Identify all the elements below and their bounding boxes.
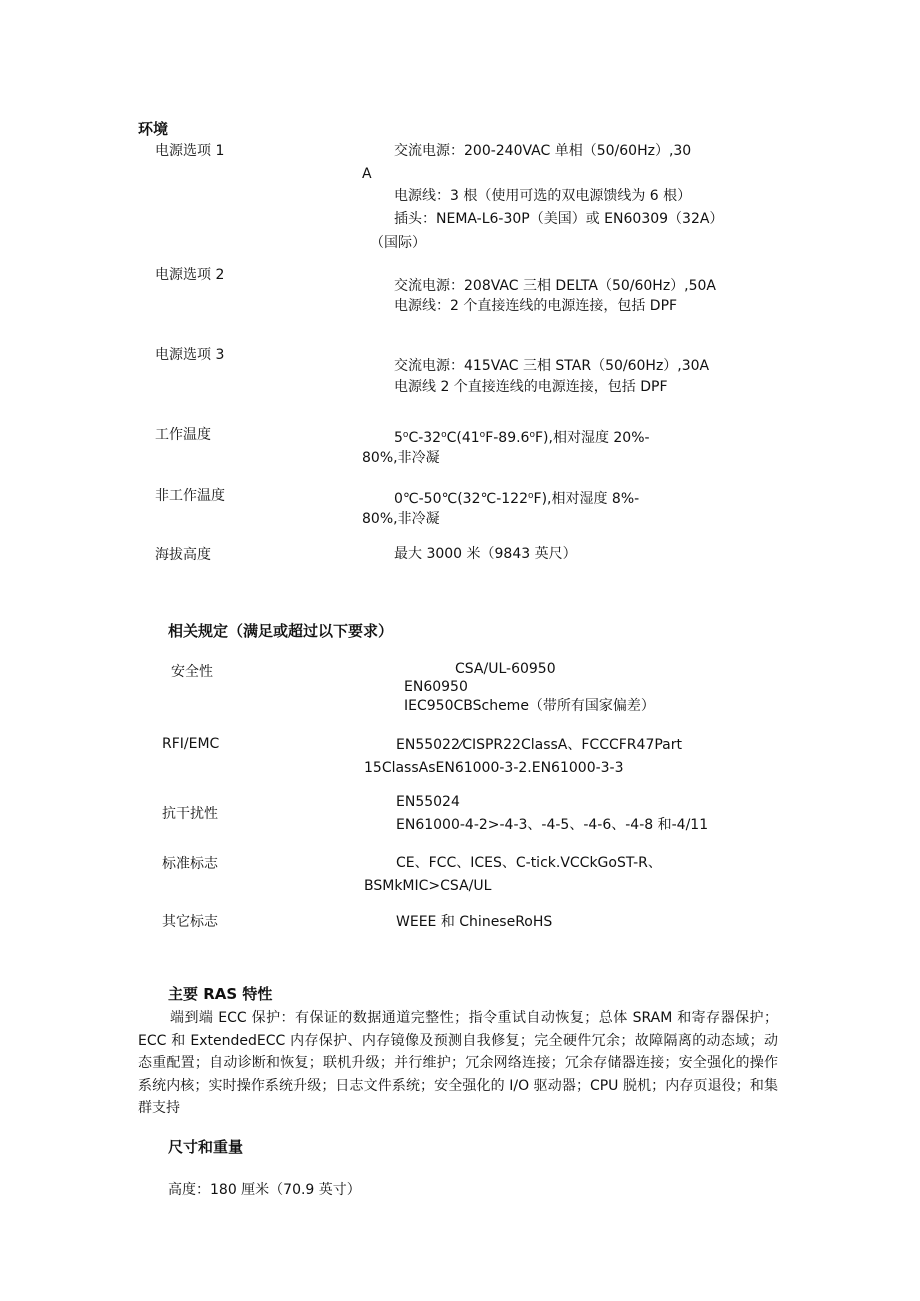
power-option-2-label: 电源选项 2 — [155, 267, 225, 283]
section-title-environment: 环境 — [138, 120, 169, 138]
safety-standard-3: IEC950CBScheme（带所有国家偏差） — [404, 698, 655, 714]
ras-features-paragraph: 端到端 ECC 保护：有保证的数据通道完整性；指令重试自动恢复；总体 SRAM 和寄存器保护；ECC 和 ExtendedECC 内存保护、内存镜像及预测自我修复；完全硬件冗余；故障隔离的动态域；动态重配置；自动诊断和恢复；联机升级；并行维护；冗余网络连接；冗余存储器连接；安全强化的操作系统内核；实时操作系统升级；日志文件系统；安全强化的 I/O 驱动器；CPU 脱机；内存页退役；和集群支持 — [138, 1010, 778, 1116]
power-option-2-cord: 电源线：2 个直接连线的电源连接，包括 DPF — [394, 298, 678, 314]
safety-label: 安全性 — [171, 664, 213, 680]
section-title-ras: 主要 RAS 特性 — [168, 985, 273, 1003]
nonoperating-temp-label: 非工作温度 — [155, 488, 225, 504]
nonoperating-temp-value: 0℃-50℃(32℃-122$^o$F),相对湿度 8%- — [394, 491, 640, 507]
operating-temp-value-cont: 80%,非冷凝 — [362, 450, 440, 466]
power-option-3-cord: 电源线 2 个直接连线的电源连接，包括 DPF — [394, 379, 668, 395]
rfi-emc-value-cont: 15ClassAsEN61000-3-2.EN61000-3-3 — [364, 760, 624, 776]
power-option-1-label: 电源选项 1 — [155, 143, 225, 159]
other-marks-label: 其它标志 — [162, 914, 218, 930]
operating-temp-value: 5$^o$C-32$^o$C(41$^o$F-89.6$^o$F),相对湿度 20%- — [394, 430, 650, 446]
power-option-2-ac: 交流电源：208VAC 三相 DELTA（50/60Hz）,50A — [394, 278, 717, 294]
altitude-label: 海拔高度 — [155, 547, 211, 563]
standard-marks-label: 标准标志 — [162, 856, 218, 872]
rfi-emc-value: EN55022⁄CISPR22ClassA、FCCCFR47Part — [396, 737, 682, 753]
operating-temp-label: 工作温度 — [155, 427, 211, 443]
standard-marks-value-cont: BSMkMIC>CSA/UL — [364, 878, 492, 894]
power-option-3-label: 电源选项 3 — [155, 347, 225, 363]
power-option-1-plug: 插头：NEMA-L6-30P（美国）或 EN60309（32A） — [394, 211, 724, 227]
power-option-1-ac: 交流电源：200-240VAC 单相（50/60Hz）,30 — [394, 143, 692, 159]
immunity-label: 抗干扰性 — [162, 806, 218, 822]
standard-marks-value: CE、FCC、ICES、C-tick.VCCkGoST-R、 — [396, 855, 662, 871]
section-title-regulations: 相关规定（满足或超过以下要求） — [168, 622, 394, 640]
immunity-value-2: EN61000-4-2>-4-3、-4-5、-4-6、-4-8 和-4/11 — [396, 817, 709, 833]
section-title-dimensions: 尺寸和重量 — [168, 1138, 244, 1156]
height-value: 高度：180 厘米（70.9 英寸） — [168, 1182, 361, 1198]
other-marks-value: WEEE 和 ChineseRoHS — [396, 914, 553, 930]
safety-standard-1: CSA/UL-60950 — [455, 661, 556, 677]
immunity-value-1: EN55024 — [396, 794, 460, 810]
power-option-1-plug-cont: （国际） — [370, 235, 426, 251]
power-option-1-cord: 电源线：3 根（使用可选的双电源馈线为 6 根） — [394, 188, 692, 204]
rfi-emc-label: RFI/EMC — [162, 736, 220, 752]
power-option-1-ac-cont: A — [362, 166, 372, 182]
nonoperating-temp-value-cont: 80%,非冷凝 — [362, 511, 440, 527]
altitude-value: 最大 3000 米（9843 英尺） — [394, 546, 577, 562]
safety-standard-2: EN60950 — [404, 679, 468, 695]
power-option-3-ac: 交流电源：415VAC 三相 STAR（50/60Hz）,30A — [394, 358, 710, 374]
